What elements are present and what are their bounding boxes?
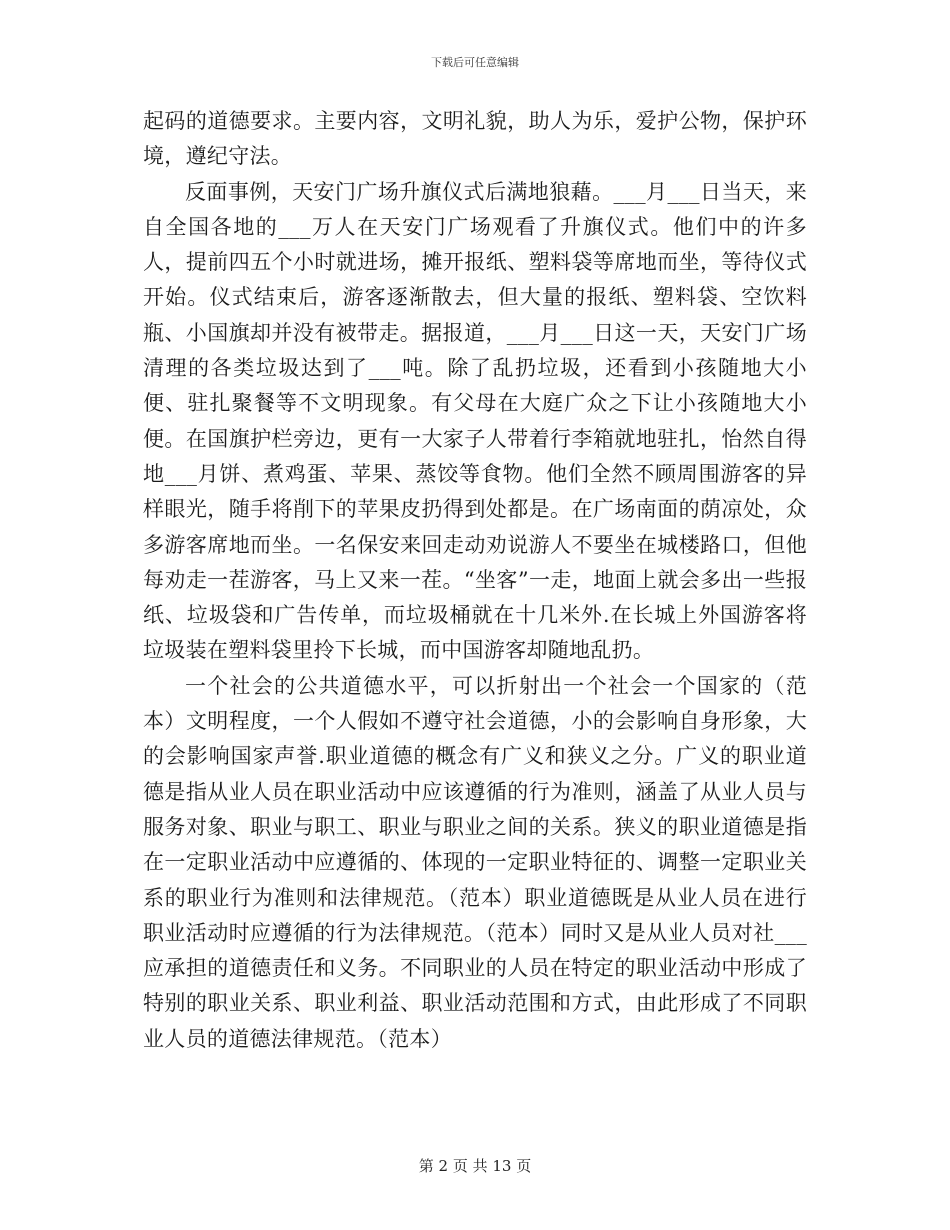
document-body [143, 104, 807, 1057]
paragraph-continuation: 起码的道德要求。主要内容，文明礼貌，助人为乐，爱护公物，保护环境，遵纪守法。 [143, 109, 807, 169]
paragraph-professional-ethics: 一个社会的公共道德水平，可以折射出一个社会一个国家的（范本）文明程度，一个人假如不遵守社会道德，小的会影响自身形象，大的会影响国家声誉.职业道德的概念有广义和狭义之分。广义的职业道德是指从业人员在职业活动中应该遵循的行为准则，涵盖了从业人员与服务对象、职业与职工、职业与职业之间的关系。狭义的职业道德是指在一定职业活动中应遵循的、体现的一定职业特征的、调整一定职业关系的职业行为准则和法律规范。（范本）职业道德既是从业人员在进行职业活动时应遵循的行为法律规范。（范本）同时又是从业人员对社___应承担的道德责任和义务。不同职业的人员在特定的职业活动中形成了特别的职业关系、职业利益、职业活动范围和方式，由此形成了不同职业人员的道德法律规范。（范本） [143, 673, 807, 1051]
paragraph-negative-example: 反面事例，天安门广场升旗仪式后满地狼藉。___月___日当天，来自全国各地的___万人在天安门广场观看了升旗仪式。他们中的许多人，提前四五个小时就进场，摊开报纸、塑料袋等席地而坐，等待仪式开始。仪式结束后，游客逐渐散去，但大量的报纸、塑料袋、空饮料瓶、小国旗却并没有被带走。据报道，___月___日这一天，天安门广场清理的各类垃圾达到了___吨。除了乱扔垃圾，还看到小孩随地大小便、驻扎聚餐等不文明现象。有父母在大庭广众之下让小孩随地大小便。在国旗护栏旁边，更有一大家子人带着行李箱就地驻扎，怡然自得地___月饼、煮鸡蛋、苹果、蒸饺等食物。他们全然不顾周围游客的异样眼光，随手将削下的苹果皮扔得到处都是。在广场南面的荫凉处，众多游客席地而坐。一名保安来回走动劝说游人不要坐在城楼路口，但他每劝走一茬游客，马上又来一茬。“坐客”一走，地面上就会多出一些报纸、垃圾袋和广告传单，而垃圾桶就在十几米外.在长城上外国游客将垃圾装在塑料袋里拎下长城，而中国游客却随地乱扔。 [143, 179, 807, 663]
page-number-footer: 第 2 页 共 13 页 [418, 1157, 532, 1175]
page-header: 下载后可任意编辑 [431, 56, 519, 69]
